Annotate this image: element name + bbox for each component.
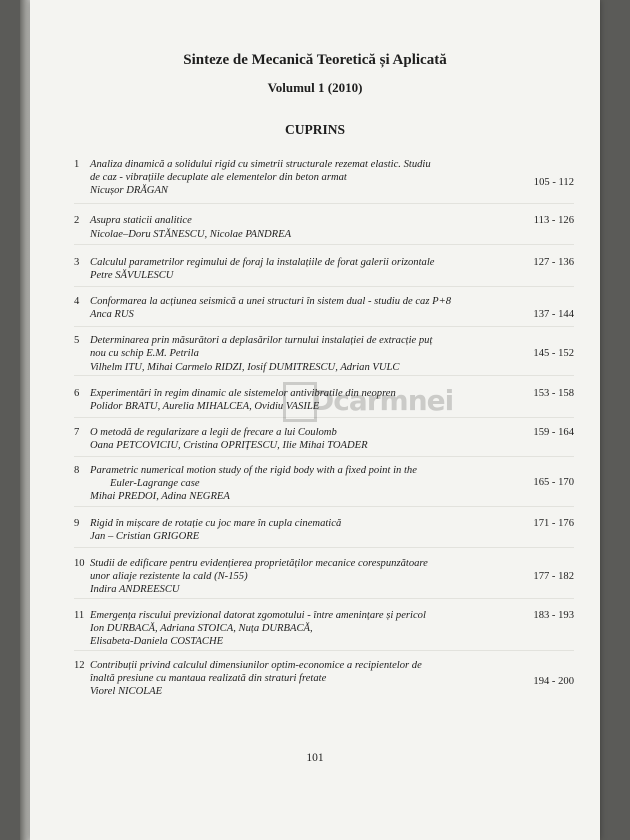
entry-authors: Jan – Cristian GRIGORE — [90, 531, 200, 542]
entry-title-line: de caz - vibrațiile decuplate ale elementelor din beton armat — [90, 172, 347, 183]
entry-authors: Viorel NICOLAE — [90, 686, 163, 697]
entry-title-line: Calculul parametrilor regimului de foraj la instalațiile de forat galerii orizontale — [90, 257, 435, 268]
page-number: 101 — [306, 752, 324, 764]
entry-pages: 127 - 136 — [533, 257, 574, 268]
entry-authors: Ion DURBACĂ, Adriana STOICA, Nuța DURBACĂ, — [90, 623, 313, 634]
divider — [74, 326, 574, 327]
entry-title-line: Euler-Lagrange case — [110, 478, 200, 489]
entry-title-line: Rigid în mișcare de rotație cu joc mare în cupla cinematică — [90, 518, 342, 529]
entry-title-line: Parametric numerical motion study of the rigid body with a fixed point in the — [90, 465, 417, 476]
entry-authors-continued: Elisabeta-Daniela COSTACHE — [90, 636, 224, 647]
entry-authors: Nicolae–Doru STĂNESCU, Nicolae PANDREA — [90, 229, 292, 240]
entry-number: 8 — [74, 465, 80, 476]
entry-title-line: Asupra staticii analitice — [90, 215, 192, 226]
entry-authors: Oana PETCOVICIU, Cristina OPRIȚESCU, Ilie Mihai TOADER — [90, 440, 368, 451]
watermark-text: Dcarmnei — [311, 384, 454, 417]
entry-authors: Polidor BRATU, Aurelia MIHALCEA, Ovidiu VASILE — [90, 401, 320, 412]
entry-title-line: Contribuții privind calculul dimensiunilor optim-economice a recipientelor de — [90, 660, 422, 671]
entry-authors: Nicușor DRĂGAN — [90, 185, 168, 196]
entry-number: 7 — [74, 427, 80, 438]
entry-title-line: Determinarea prin măsurători a deplasărilor turnului instalației de extracție puț — [90, 335, 433, 346]
entry-pages: 113 - 126 — [533, 215, 574, 226]
document-page — [30, 0, 600, 840]
divider — [74, 456, 574, 457]
entry-authors: Anca RUS — [90, 309, 134, 320]
entry-pages: 153 - 158 — [533, 388, 574, 399]
entry-pages: 137 - 144 — [533, 309, 574, 320]
divider — [74, 244, 574, 245]
entry-number: 9 — [74, 518, 80, 529]
entry-title-line: Conformarea la acțiunea seismică a unei structuri în sistem dual - studiu de caz P+8 — [90, 296, 452, 307]
divider — [74, 650, 574, 651]
entry-number: 1 — [74, 159, 80, 170]
entry-title-line: înaltă presiune cu mantaua realizată din straturi fretate — [90, 673, 327, 684]
entry-title-line: Experimentări în regim dinamic ale sistemelor antivibratile din neopren — [90, 388, 396, 399]
entry-title-line: Studii de edificare pentru evidențierea proprietăților mecanice corespunzătoare — [90, 558, 428, 569]
entry-number: 6 — [74, 388, 80, 399]
divider — [74, 375, 574, 376]
divider — [74, 506, 574, 507]
entry-number: 2 — [74, 215, 80, 226]
entry-pages: 177 - 182 — [533, 571, 574, 582]
entry-authors: Indira ANDREESCU — [90, 584, 180, 595]
entry-number: 12 — [74, 660, 85, 671]
entry-title-line: O metodă de regularizare a legii de frecare a lui Coulomb — [90, 427, 337, 438]
entry-number: 10 — [74, 558, 85, 569]
entry-pages: 159 - 164 — [533, 427, 574, 438]
entry-pages: 145 - 152 — [533, 348, 574, 359]
entry-pages: 165 - 170 — [533, 477, 574, 488]
divider — [74, 598, 574, 599]
divider — [74, 286, 574, 287]
divider — [74, 203, 574, 204]
entry-pages: 171 - 176 — [533, 518, 574, 529]
volume-title: Volumul 1 (2010) — [267, 80, 363, 95]
entry-authors: Mihai PREDOI, Adina NEGREA — [90, 491, 230, 502]
entry-pages: 194 - 200 — [533, 676, 574, 687]
entry-pages: 183 - 193 — [533, 610, 574, 621]
entry-title-line: Emergența riscului previzional datorat zgomotului - între amenințare și pericol — [90, 610, 426, 621]
divider — [74, 417, 574, 418]
entry-title-line: Analiza dinamică a solidului rigid cu simetrii structurale rezemat elastic. Studiu — [90, 159, 431, 170]
entry-number: 4 — [74, 296, 80, 307]
entry-number: 3 — [74, 257, 80, 268]
entry-number: 5 — [74, 335, 80, 346]
entry-number: 11 — [74, 610, 85, 621]
entry-pages: 105 - 112 — [533, 177, 574, 188]
entry-title-line: nou cu schip E.M. Petrila — [90, 348, 199, 359]
series-title: Sinteze de Mecanică Teoretică și Aplicată — [183, 52, 447, 68]
entry-authors: Petre SĂVULESCU — [90, 270, 174, 281]
contents-heading: CUPRINS — [284, 122, 345, 137]
entry-authors: Vilhelm ITU, Mihai Carmelo RIDZI, Iosif DUMITRESCU, Adrian VULC — [90, 362, 400, 373]
divider — [74, 547, 574, 548]
entry-title-line: unor aliaje rezistente la cald (N-155) — [90, 571, 248, 582]
